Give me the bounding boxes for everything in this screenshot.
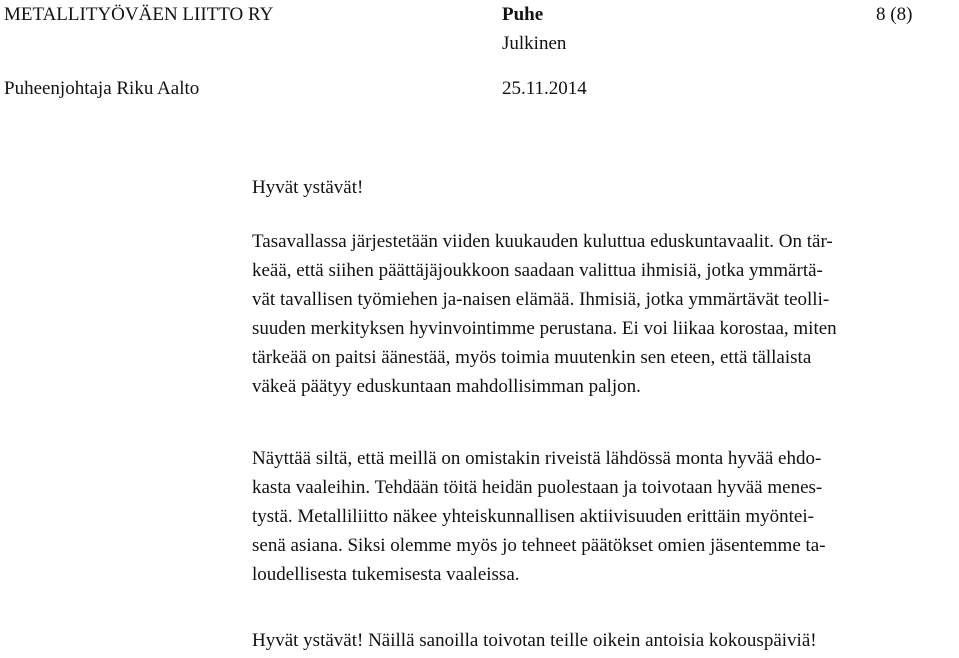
paragraph-line: keää, että siihen päättäjäjoukkoon saadaan valittua ihmisiä, jotka ymmärtä- xyxy=(252,260,823,281)
document-date: 25.11.2014 xyxy=(502,78,587,99)
paragraph-line: senä asiana. Siksi olemme myös jo tehneet päätökset omien jäsentemme ta- xyxy=(252,535,826,556)
document-type: Puhe xyxy=(502,4,544,25)
paragraph-line: väkeä päätyy eduskuntaan mahdollisimman paljon. xyxy=(252,376,641,397)
paragraph-line: Tasavallassa järjestetään viiden kuukauden kuluttua eduskuntavaalit. On tär- xyxy=(252,231,833,252)
paragraph-line: tärkeää on paitsi äänestää, myös toimia muutenkin sen eteen, että tällaista xyxy=(252,347,812,368)
paragraph-line: Näyttää siltä, että meillä on omistakin riveistä lähdössä monta hyvää ehdo- xyxy=(252,448,822,469)
paragraph-2 xyxy=(252,444,958,589)
paragraph-line: kasta vaaleihin. Tehdään töitä heidän puolestaan ja toivotaan hyvää menes- xyxy=(252,477,823,498)
paragraph-line: tystä. Metalliliitto näkee yhteiskunnallisen aktiivisuuden erittäin myöntei- xyxy=(252,506,814,527)
closing-line: Hyvät ystävät! Näillä sanoilla toivotan teille oikein antoisia kokouspäiviä! xyxy=(252,630,817,651)
paragraph-1 xyxy=(252,227,958,401)
author-name: Puheenjohtaja Riku Aalto xyxy=(4,78,200,99)
paragraph-line: loudellisesta tukemisesta vaaleissa. xyxy=(252,564,520,585)
paragraph-line: suuden merkityksen hyvinvointimme perustana. Ei voi liikaa korostaa, miten xyxy=(252,318,837,339)
page-number: 8 (8) xyxy=(876,4,913,25)
organization-name: METALLITYÖVÄEN LIITTO RY xyxy=(4,4,274,25)
greeting: Hyvät ystävät! xyxy=(252,177,364,198)
document-status: Julkinen xyxy=(502,33,567,54)
paragraph-line: vät tavallisen työmiehen ja-naisen elämää. Ihmisiä, jotka ymmärtävät teolli- xyxy=(252,289,830,310)
